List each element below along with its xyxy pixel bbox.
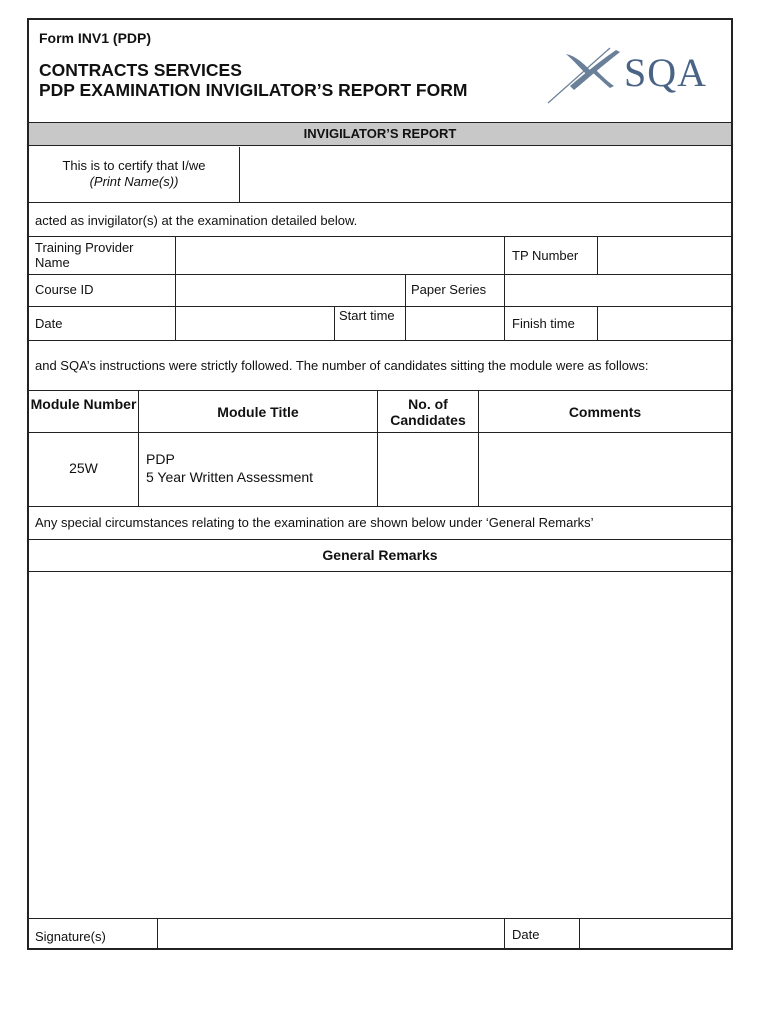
divider bbox=[29, 506, 731, 507]
acted-as-text: acted as invigilator(s) at the examination detailed below. bbox=[35, 213, 358, 228]
certify-text bbox=[29, 158, 239, 190]
date-field[interactable] bbox=[176, 307, 334, 340]
col-header-candidates: No. of Candidates bbox=[390, 396, 466, 428]
tp-number-label: TP Number bbox=[512, 248, 579, 263]
divider bbox=[29, 340, 731, 341]
invigilator-report-form bbox=[27, 18, 733, 950]
training-provider-label: Training Provider Name bbox=[35, 240, 134, 270]
col-header-comments: Comments bbox=[568, 404, 642, 420]
paper-series-label: Paper Series bbox=[411, 282, 487, 297]
general-remarks-title: General Remarks bbox=[322, 547, 438, 563]
module-title-cell bbox=[146, 450, 374, 486]
logo-text: SQA bbox=[624, 50, 708, 95]
divider bbox=[29, 539, 731, 540]
instructions-text: and SQA’s instructions were strictly followed. The number of candidates sitting the module were as follows: bbox=[35, 358, 649, 373]
course-id-field[interactable] bbox=[176, 275, 405, 306]
special-circumstances-text: Any special circumstances relating to the examination are shown below under ‘General Remarks’ bbox=[35, 515, 594, 530]
sqa-logo-mark bbox=[540, 28, 715, 106]
module-title-line-2: 5 Year Written Assessment bbox=[146, 469, 314, 485]
divider bbox=[334, 306, 335, 340]
title-line-1: CONTRACTS SERVICES bbox=[39, 60, 242, 80]
divider bbox=[29, 202, 731, 203]
start-time-field[interactable] bbox=[406, 307, 504, 340]
signature-label: Signature(s) bbox=[35, 929, 106, 944]
signature-field[interactable] bbox=[158, 919, 504, 950]
finish-time-field[interactable] bbox=[598, 307, 731, 340]
col-header-module-title: Module Title bbox=[217, 404, 299, 420]
footer-date-label: Date bbox=[512, 927, 540, 942]
start-time-label: Start time bbox=[339, 308, 395, 323]
divider bbox=[504, 918, 505, 950]
module-number-cell: 25W bbox=[69, 460, 98, 476]
general-remarks-field[interactable] bbox=[29, 572, 731, 918]
training-provider-field[interactable] bbox=[176, 237, 504, 274]
col-header-module-number: Module Number bbox=[30, 396, 137, 412]
course-id-label: Course ID bbox=[35, 282, 94, 297]
date-label: Date bbox=[35, 316, 63, 331]
divider bbox=[29, 390, 731, 391]
tp-number-field[interactable] bbox=[598, 237, 731, 274]
print-names-field[interactable] bbox=[240, 147, 731, 202]
candidates-field[interactable] bbox=[378, 433, 478, 506]
footer-date-field[interactable] bbox=[580, 919, 731, 950]
comments-field[interactable] bbox=[479, 433, 731, 506]
finish-time-label: Finish time bbox=[512, 316, 575, 331]
form-code: Form INV1 (PDP) bbox=[39, 30, 152, 46]
title-line-2: PDP EXAMINATION INVIGILATOR’S REPORT FORM bbox=[39, 80, 468, 100]
module-title-line-1: PDP bbox=[146, 451, 175, 467]
page-title bbox=[39, 60, 467, 100]
paper-series-field[interactable] bbox=[505, 275, 731, 306]
section-title-bar: INVIGILATOR’S REPORT bbox=[29, 122, 731, 146]
certify-line-2: (Print Name(s)) bbox=[89, 174, 179, 189]
certify-line-1: This is to certify that I/we bbox=[62, 158, 206, 173]
sqa-logo bbox=[540, 28, 715, 106]
